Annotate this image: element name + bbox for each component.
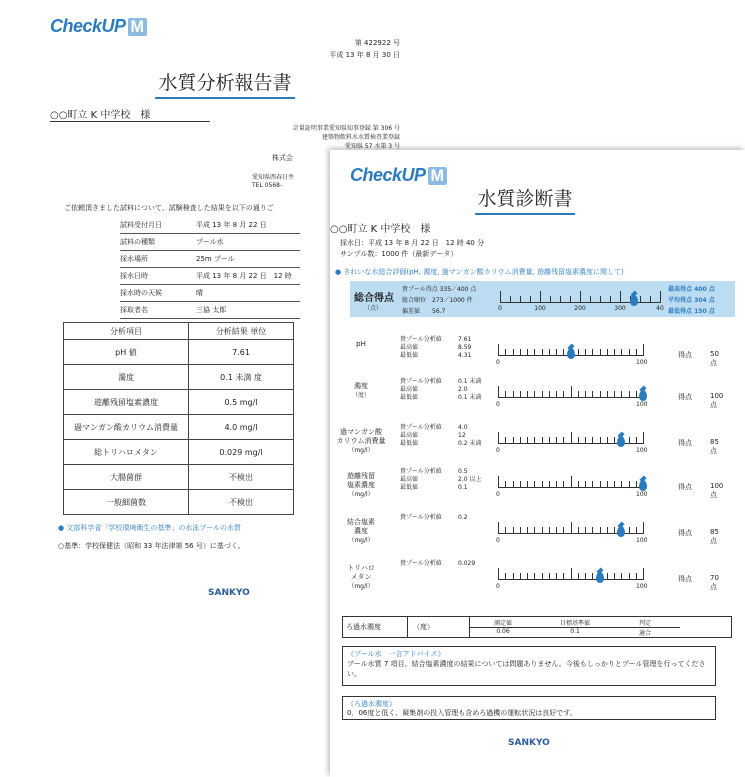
gauge-tick	[629, 573, 630, 580]
gauge-axis-max: 100	[636, 537, 648, 544]
gauge-tick	[505, 349, 506, 356]
gauge-tick	[520, 349, 521, 356]
gauge-tick	[530, 296, 531, 303]
gauge-tick	[527, 349, 528, 356]
gauge-tick	[513, 573, 514, 580]
item-name: 遊離残留 塩素濃度 （mg/l）	[347, 472, 375, 498]
intro-text: ご依頼頂きました試料について、試験検査した結果を以下の通りご	[64, 204, 274, 212]
item-values: 0.1 未満 2.0 0.1 未満	[458, 378, 482, 401]
gauge-tick	[610, 296, 611, 303]
gauge-tick	[505, 391, 506, 398]
gauge-tick	[498, 344, 499, 356]
gauge-tick	[621, 391, 622, 398]
gauge-tick	[549, 349, 550, 356]
gauge-tick	[607, 527, 608, 534]
total-axis-label: 200	[574, 305, 586, 312]
filter-unit: （度）	[413, 623, 434, 631]
gauge-tick	[629, 349, 630, 356]
gauge-tick	[500, 291, 501, 303]
item-score: 得点 50 点	[678, 350, 719, 367]
total-score-label: 総合得点	[354, 293, 394, 304]
item-row	[330, 378, 745, 428]
item-gauge	[498, 384, 643, 398]
gauge-tick	[563, 349, 564, 356]
company-name: 株式会	[272, 154, 293, 162]
gauge-tick	[660, 291, 661, 303]
gauge-tick	[556, 527, 557, 534]
gauge-tick	[513, 391, 514, 398]
gauge-tick	[527, 573, 528, 580]
item-values: 0.2	[458, 514, 468, 521]
gauge-tick	[549, 573, 550, 580]
item-row	[330, 514, 745, 564]
gauge-axis-min: 0	[496, 359, 500, 366]
gauge-tick	[643, 522, 644, 534]
gauge-tick	[571, 522, 572, 534]
diagnosis-title: 水質診断書	[475, 184, 575, 215]
gauge-tick	[578, 349, 579, 356]
sample-count: サンプル数：1000 件（最新データ）	[340, 250, 458, 258]
table-row: 過マンガン酸カリウム消費量 4.0 mg/l	[64, 415, 294, 440]
sankyo-logo: SANKYO	[508, 738, 550, 748]
info-row: 試料の種類 プール水	[120, 234, 300, 251]
filter-comment-title: 《ろ過水濁度》	[347, 700, 396, 708]
info-row: 採水日時 平成 13 年 8 月 22 日 12 時	[120, 268, 300, 285]
gauge-tick	[534, 349, 535, 356]
gauge-tick	[600, 391, 601, 398]
sankyo-logo: SANKYO	[208, 588, 250, 598]
total-axis-label: 100	[534, 305, 546, 312]
gauge-tick	[542, 391, 543, 398]
gauge-tick	[498, 386, 499, 398]
total-score-band	[350, 281, 735, 317]
table-row: 大腸菌群 不検出	[64, 465, 294, 490]
gauge-tick	[563, 573, 564, 580]
gauge-axis-max: 100	[636, 583, 648, 590]
gauge-tick	[542, 437, 543, 444]
gauge-tick	[585, 481, 586, 488]
info-row: 試料受付月日 平成 13 年 8 月 22 日	[120, 217, 300, 234]
gauge-tick	[520, 481, 521, 488]
header-result: 分析結果 単位	[189, 323, 294, 340]
gauge-tick	[527, 527, 528, 534]
gauge-tick	[614, 573, 615, 580]
checkup-logo: CheckUP M	[350, 165, 447, 186]
gauge-tick	[600, 481, 601, 488]
registration-1: 計量証明事業愛知県知事登録 第 306 号	[292, 125, 400, 132]
gauge-tick	[620, 291, 621, 303]
gauge-tick	[614, 349, 615, 356]
item-row	[330, 468, 745, 518]
item-name: 過マンガン酸 カリウム消費量 （mg/l）	[336, 428, 386, 454]
item-score: 得点 100 点	[678, 392, 724, 409]
gauge-tick	[614, 391, 615, 398]
analysis-result-table	[63, 322, 294, 515]
standard-note: ● 文部科学省「学校環境衛生の基準」の水泳プールの水質	[58, 524, 241, 532]
gauge-axis-min: 0	[496, 537, 500, 544]
gauge-tick	[636, 527, 637, 534]
gauge-tick	[592, 391, 593, 398]
gauge-tick	[621, 349, 622, 356]
gauge-tick	[505, 481, 506, 488]
report-title: 水質分析報告書	[155, 68, 295, 99]
gauge-tick	[629, 437, 630, 444]
total-score-unit: （点）	[364, 305, 383, 312]
gauge-tick	[578, 391, 579, 398]
gauge-tick	[571, 386, 572, 398]
item-score: 得点 85 点	[678, 438, 719, 455]
filter-comment-text: 0．06度と低く、凝集剤の投入管理も含めろ過機の運転状況は良好です。	[347, 709, 577, 717]
total-score-stats: 最高得点 400 点 平均得点 304 点 最低得点 150 点	[668, 286, 715, 315]
document-number: 第 422922 号	[354, 39, 400, 47]
item-value-labels: 貴プール分析値 最高値 最低値	[400, 378, 442, 401]
gauge-tick	[550, 296, 551, 303]
gauge-tick	[571, 568, 572, 580]
gauge-tick	[585, 349, 586, 356]
gauge-tick	[621, 481, 622, 488]
filter-head-target: 目標基準値	[559, 620, 590, 627]
gauge-tick	[629, 391, 630, 398]
gauge-tick	[563, 391, 564, 398]
gauge-tick	[592, 573, 593, 580]
gauge-tick	[513, 481, 514, 488]
item-values: 0.029	[458, 560, 476, 567]
gauge-tick	[520, 573, 521, 580]
water-drop-marker	[639, 480, 647, 491]
gauge-axis-min: 0	[496, 447, 500, 454]
gauge-tick	[592, 527, 593, 534]
table-header	[64, 323, 294, 340]
gauge-tick	[636, 573, 637, 580]
gauge-tick	[578, 527, 579, 534]
gauge-tick	[560, 296, 561, 303]
gauge-tick	[614, 481, 615, 488]
gauge-axis-min: 0	[496, 583, 500, 590]
gauge-tick	[542, 527, 543, 534]
gauge-tick	[534, 437, 535, 444]
gauge-tick	[534, 527, 535, 534]
gauge-axis-max: 100	[636, 359, 648, 366]
total-axis-label: 300	[614, 305, 626, 312]
info-row: 採水場所 25m プール	[120, 251, 300, 268]
gauge-tick	[570, 296, 571, 303]
legal-basis-note: ○基準：学校保健法（昭和 33 年法律第 56 号）に基づく。	[58, 542, 245, 550]
gauge-tick	[590, 296, 591, 303]
gauge-tick	[585, 437, 586, 444]
gauge-tick	[585, 527, 586, 534]
gauge-tick	[578, 481, 579, 488]
table-row: pH 値 7.61	[64, 340, 294, 365]
filter-label: ろ過水濁度	[346, 623, 381, 631]
gauge-tick	[534, 481, 535, 488]
gauge-tick	[542, 573, 543, 580]
gauge-tick	[614, 527, 615, 534]
water-drop-marker	[567, 348, 575, 359]
item-values: 7.61 8.59 4.31	[458, 336, 472, 359]
filter-turbidity-table	[342, 616, 732, 638]
advice-text: プール水質 7 項目、結合塩素濃度の結果については問題ありません。今後もしっかりとプール管理を行ってください。	[347, 660, 706, 678]
info-row: 採取者名 三協 太郎	[120, 302, 300, 319]
water-drop-marker	[617, 526, 625, 537]
filter-measured-value: 0.06	[496, 628, 510, 635]
gauge-tick	[571, 432, 572, 444]
gauge-tick	[629, 527, 630, 534]
item-value-labels: 貴プール分析値 最高値 最低値	[400, 468, 442, 491]
gauge-tick	[505, 527, 506, 534]
gauge-tick	[534, 573, 535, 580]
gauge-axis-max: 100	[636, 447, 648, 454]
company-address: 愛知県西春日井	[252, 174, 295, 181]
registration-3: 愛知県 57 水第 3 号	[344, 143, 400, 150]
gauge-tick	[540, 291, 541, 303]
gauge-tick	[578, 573, 579, 580]
diagnosis-sheet	[330, 150, 745, 777]
gauge-tick	[607, 391, 608, 398]
gauge-tick	[549, 527, 550, 534]
item-score: 得点 100 点	[678, 482, 724, 499]
gauge-tick	[527, 437, 528, 444]
item-values: 0.5 2.0 以上 0.1	[458, 468, 482, 491]
gauge-tick	[513, 437, 514, 444]
gauge-tick	[629, 481, 630, 488]
item-row	[330, 424, 745, 474]
item-row	[330, 560, 745, 610]
gauge-axis-min: 0	[496, 491, 500, 498]
filter-head-judgement: 判定	[638, 620, 651, 627]
gauge-tick	[563, 527, 564, 534]
advice-title: 《プール水 一言アドバイス》	[347, 650, 445, 658]
gauge-tick	[520, 296, 521, 303]
gauge-tick	[578, 437, 579, 444]
gauge-tick	[520, 391, 521, 398]
water-drop-marker	[596, 572, 604, 583]
gauge-tick	[563, 437, 564, 444]
gauge-axis-max: 100	[636, 401, 648, 408]
water-drop-marker	[639, 390, 647, 401]
gauge-tick	[527, 481, 528, 488]
gauge-tick	[592, 437, 593, 444]
water-drop-marker	[617, 436, 625, 447]
gauge-tick	[513, 349, 514, 356]
item-name: pH	[356, 340, 366, 348]
gauge-tick	[556, 391, 557, 398]
recipient: ○○町立 K 中学校 様	[50, 106, 210, 122]
recipient: ○○町立 K 中学校 様	[330, 224, 431, 235]
gauge-tick	[614, 437, 615, 444]
item-value-labels: 貴プール分析値 最高値 最低値	[400, 336, 442, 359]
checkup-logo: CheckUP M	[50, 16, 147, 37]
gauge-tick	[549, 481, 550, 488]
table-row: 一般細菌数 不検出	[64, 490, 294, 515]
gauge-tick	[600, 437, 601, 444]
table-row: 遊離残留塩素濃度 0.5 mg/l	[64, 390, 294, 415]
gauge-tick	[636, 481, 637, 488]
gauge-tick	[542, 349, 543, 356]
gauge-tick	[585, 391, 586, 398]
item-gauge	[498, 430, 643, 444]
item-value-labels: 貴プール分析値	[400, 560, 442, 567]
gauge-tick	[498, 522, 499, 534]
gauge-tick	[607, 349, 608, 356]
item-values: 4.0 12 0.2 未満	[458, 424, 482, 447]
sample-date: 採水日：平成 13 年 8 月 22 日 12 時 40 分	[340, 239, 485, 247]
total-score-axis	[498, 305, 664, 314]
gauge-tick	[621, 573, 622, 580]
gauge-tick	[592, 349, 593, 356]
item-score: 得点 70 点	[678, 574, 719, 591]
evaluation-heading: ● きれいな水総合評価(pH, 濁度, 過マンガン酸カリウム消費量, 遊離残留塩素濃度に関して)	[335, 268, 624, 276]
gauge-tick	[580, 291, 581, 303]
gauge-tick	[513, 527, 514, 534]
gauge-tick	[636, 349, 637, 356]
item-gauge	[498, 520, 643, 534]
item-value-labels: 貴プール分析値	[400, 514, 442, 521]
header-item: 分析項目	[64, 323, 189, 340]
filter-judgement-value: 適合	[638, 630, 651, 637]
gauge-tick	[549, 437, 550, 444]
gauge-tick	[527, 391, 528, 398]
gauge-tick	[520, 527, 521, 534]
gauge-axis-max: 100	[636, 491, 648, 498]
item-name: 濁度 （度）	[351, 382, 370, 399]
gauge-tick	[607, 573, 608, 580]
gauge-tick	[556, 573, 557, 580]
filter-target-value: 0.1	[570, 628, 580, 635]
gauge-tick	[542, 481, 543, 488]
gauge-tick	[600, 527, 601, 534]
gauge-tick	[650, 296, 651, 303]
gauge-tick	[640, 296, 641, 303]
gauge-tick	[607, 481, 608, 488]
total-axis-label: 40	[656, 305, 664, 312]
gauge-tick	[600, 349, 601, 356]
gauge-tick	[556, 437, 557, 444]
gauge-tick	[643, 568, 644, 580]
filter-head-measured: 測定値	[493, 620, 512, 627]
table-row: 濁度 0.1 未満 度	[64, 365, 294, 390]
gauge-tick	[571, 476, 572, 488]
gauge-tick	[505, 573, 506, 580]
registration-2: 建築物飲料水水質検査業登録	[321, 134, 400, 141]
item-name: トリハロ メタン （mg/l）	[347, 564, 375, 590]
gauge-tick	[510, 296, 511, 303]
gauge-tick	[498, 568, 499, 580]
total-score-gauge	[500, 289, 660, 303]
gauge-tick	[556, 481, 557, 488]
total-score-lines: 貴プール得点 335／400 点 総合順位 273／1000 件 偏差値 56.7	[402, 286, 477, 315]
table-row: 総トリハロメタン 0.029 mg/l	[64, 440, 294, 465]
gauge-axis-min: 0	[496, 401, 500, 408]
item-gauge	[498, 566, 643, 580]
gauge-tick	[498, 432, 499, 444]
gauge-tick	[592, 481, 593, 488]
gauge-tick	[585, 573, 586, 580]
gauge-tick	[505, 437, 506, 444]
filter-comment-box	[342, 696, 716, 720]
item-value-labels: 貴プール分析値 最高値 最低値	[400, 424, 442, 447]
gauge-tick	[556, 349, 557, 356]
item-name: 結合塩素 濃度 （mg/l）	[347, 518, 375, 544]
gauge-tick	[534, 391, 535, 398]
gauge-tick	[607, 437, 608, 444]
gauge-tick	[498, 476, 499, 488]
gauge-tick	[600, 296, 601, 303]
gauge-tick	[549, 391, 550, 398]
item-score: 得点 85 点	[678, 528, 719, 545]
report-date: 平成 13 年 8 月 30 日	[329, 51, 400, 59]
company-tel: TEL 0568-	[252, 182, 283, 189]
gauge-tick	[563, 481, 564, 488]
gauge-tick	[636, 391, 637, 398]
gauge-tick	[520, 437, 521, 444]
gauge-tick	[643, 432, 644, 444]
item-gauge	[498, 474, 643, 488]
total-axis-label: 0	[498, 305, 502, 312]
advice-box	[342, 646, 716, 686]
info-row: 採水時の天候 晴	[120, 285, 300, 302]
gauge-tick	[636, 437, 637, 444]
sample-info-list	[120, 217, 300, 319]
gauge-tick	[643, 344, 644, 356]
item-gauge	[498, 342, 643, 356]
